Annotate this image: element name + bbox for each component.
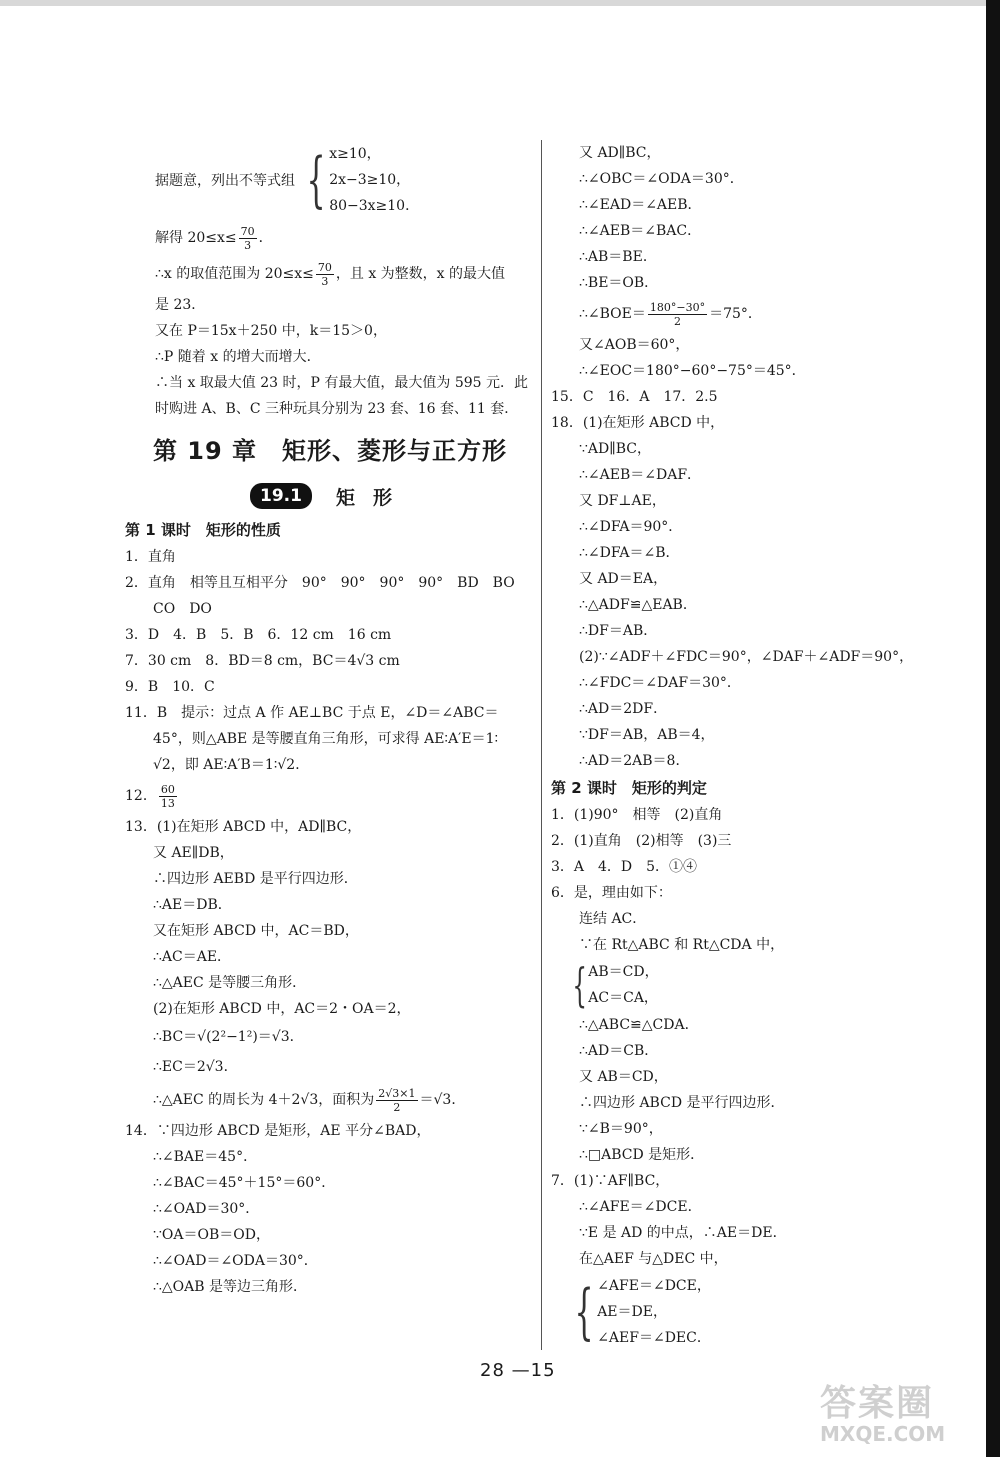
answer-line: ∵在 Rt△ABC 和 Rt△CDA 中， [579, 937, 785, 953]
brace: { [574, 1277, 594, 1347]
answer-line: 7．30 cm 8．BD＝8 cm，BC＝4√3 cm [125, 653, 400, 669]
line: 是 23． [155, 297, 206, 313]
answer-line: ∴AD＝2DF． [579, 701, 668, 717]
equation-system [551, 958, 971, 1012]
range-line: ∴x 的取值范围为 20≤x≤ $\frac{70}{3}$ ，且 x 为整数，x 的最大值 [155, 260, 506, 288]
answer-line: (2)∵∠ADF＋∠FDC＝90°，∠DAF＋∠ADF＝90°， [579, 649, 914, 665]
column-divider [541, 140, 542, 1350]
answer-line: 又 AE∥DB， [153, 845, 234, 861]
answer-line: 又 DF⊥AE， [579, 493, 666, 509]
line: 据题意，列出不等式组 [155, 173, 295, 189]
answer-line: ∴△ABC≌△CDA． [579, 1017, 699, 1033]
line: AE＝DE， [597, 1304, 667, 1320]
fraction: $\frac{60}{13}$ [160, 782, 175, 810]
answer-line: 又∠AOB＝60°， [579, 337, 690, 353]
answer-line: 3．D 4．B 5．B 6．12 cm 16 cm [125, 627, 392, 643]
answer-line: ∵E 是 AD 的中点，∴AE＝DE． [579, 1225, 787, 1241]
fraction: $\frac{70}{3}$ [240, 224, 255, 252]
inequality-system [125, 140, 535, 220]
answer-line: ∴∠BAE＝45°． [153, 1149, 258, 1165]
line: AB＝CD， [588, 964, 659, 980]
answer-line: 6．是，理由如下： [551, 885, 672, 901]
watermark-url: MXQE.COM [820, 1422, 946, 1446]
answer-line: ∵∠B＝90°， [579, 1121, 663, 1137]
fraction: $\frac{2√3\times 1}{2}$ [378, 1086, 416, 1114]
watermark-text: 答案圈 [820, 1383, 935, 1424]
answer-line: ∴∠AEB＝∠BAC． [579, 223, 702, 239]
answer-line: ∴△ADF≌△EAB． [579, 597, 697, 613]
answer-line: ∴△OAB 是等边三角形． [153, 1279, 307, 1295]
fraction: $\frac{70}{3}$ [317, 260, 332, 288]
section-heading [125, 476, 535, 516]
brace: { [306, 145, 326, 215]
line: x≥10， [329, 146, 381, 162]
answer-line: 又在矩形 ABCD 中，AC＝BD， [153, 923, 359, 939]
answer-line: ∴∠BAC＝45°＋15°＝60°． [153, 1175, 336, 1191]
answer-line: ∴∠DFA＝∠B． [579, 545, 680, 561]
answer-line: ∴∠EOC＝180°−60°−75°＝45°． [579, 363, 806, 379]
answer-line: ∴DF＝AB． [579, 623, 658, 639]
answer-line: ∴∠BOE＝ $\frac{180^\circ-30^\circ}{2}$ ＝75°． [579, 300, 762, 328]
answer-line: ∴四边形 ABCD 是平行四边形． [579, 1095, 785, 1111]
answer-line: 45°，则△ABE 是等腰直角三角形，可求得 AE∶A′E＝1∶ [153, 731, 499, 747]
line: ∠AEF＝∠DEC． [597, 1330, 711, 1346]
answer-line: 18．(1)在矩形 ABCD 中， [551, 415, 725, 431]
answer-line: ∵AD∥BC， [579, 441, 651, 457]
answer-line: ∴∠OAD＝30°． [153, 1201, 260, 1217]
right-column [551, 140, 971, 1352]
answer-line: 3．A 4．D 5．①④ [551, 859, 698, 875]
answer-line: ∴∠AFE＝∠DCE． [579, 1199, 702, 1215]
answer-line: ∴四边形 AEBD 是平行四边形． [153, 871, 358, 887]
section-name: 矩形 [335, 486, 410, 509]
answer-line: CO DO [153, 601, 212, 617]
answer-line: 又 AB＝CD， [579, 1069, 668, 1085]
scan-right-edge [986, 0, 1000, 1457]
line: ∠AFE＝∠DCE， [597, 1278, 711, 1294]
line: AC＝CA， [588, 990, 658, 1006]
brace: { [572, 958, 587, 1012]
answer-line: 连结 AC． [579, 911, 647, 927]
equation-system [551, 1272, 971, 1352]
answer-line: 9．B 10．C [125, 679, 215, 695]
lesson-title: 第 2 课时 矩形的判定 [551, 779, 707, 797]
answer-line: 11．B 提示：过点 A 作 AE⊥BC 于点 E，∠D＝∠ABC＝ [125, 705, 499, 721]
text: ∴x 的取值范围为 20≤x≤ [155, 266, 314, 282]
answer-line: ∴BC＝√(2²−1²)＝√3． [153, 1029, 304, 1045]
section-badge: 19.1 [250, 483, 312, 509]
answer-line: 15．C 16．A 17．2.5 [551, 389, 718, 405]
answer-line: ∴BE＝OB． [579, 275, 659, 291]
answer-line: 1．直角 [125, 549, 176, 565]
answer-line: ∴□ABCD 是矩形． [579, 1147, 705, 1163]
answer-line: ∴EC＝2√3． [153, 1059, 238, 1075]
answer-line: 14．∵四边形 ABCD 是矩形，AE 平分∠BAD， [125, 1123, 431, 1139]
answer-line: ∴AC＝AE． [153, 949, 232, 965]
answer-line: 7．(1)∵AF∥BC， [551, 1173, 670, 1189]
text: 解得 20≤x≤ [155, 230, 237, 246]
line: ∴当 x 取最大值 23 时，P 有最大值，最大值为 595 元．此 [155, 375, 529, 391]
chapter-title: 第 19 章 矩形、菱形与正方形 [152, 437, 508, 465]
answer-line: ∴∠FDC＝∠DAF＝30°． [579, 675, 741, 691]
answer-line: 12． $\frac{60}{13}$ [125, 782, 175, 810]
answer-line: 又 AD∥BC， [579, 145, 661, 161]
fraction: $\frac{180^\circ-30^\circ}{2}$ [649, 300, 706, 328]
lesson-title: 第 1 课时 矩形的性质 [125, 521, 281, 539]
watermark-logo [820, 1375, 990, 1445]
answer-line: ∵OA＝OB＝OD， [153, 1227, 270, 1243]
scan-top-edge [0, 0, 1000, 6]
answer-line: 2．(1)直角 (2)相等 (3)三 [551, 833, 732, 849]
answer-line: ∴∠DFA＝90°． [579, 519, 683, 535]
answer-line: 13．(1)在矩形 ABCD 中，AD∥BC， [125, 819, 362, 835]
line: ∴P 随着 x 的增大而增大． [155, 349, 321, 365]
answer-line: ∴∠EAD＝∠AEB． [579, 197, 702, 213]
line: 80−3x≥10． [329, 198, 420, 214]
answer-line: (2)在矩形 ABCD 中，AC＝2・OA＝2， [153, 1001, 411, 1017]
page-number: 28 —15 [480, 1360, 556, 1381]
answer-line: 1．(1)90° 相等 (2)直角 [551, 807, 723, 823]
answer-line: ∴∠OBC＝∠ODA＝30°． [579, 171, 744, 187]
answer-line: ∵DF＝AB，AB＝4， [579, 727, 715, 743]
line: 又在 P＝15x＋250 中，k＝15＞0， [155, 323, 387, 339]
answer-line: ∴△AEC 的周长为 4＋2√3，面积为 $\frac{2√3\times 1}{2}$ ＝√3． [153, 1086, 466, 1114]
left-column [125, 140, 535, 1300]
answer-line: ∴△AEC 是等腰三角形． [153, 975, 307, 991]
solution-line: 解得 20≤x≤ $\frac{70}{3}$ ． [155, 224, 273, 252]
answer-line: ∴∠AEB＝∠DAF． [579, 467, 702, 483]
answer-line: √2，即 AE∶A′B＝1∶√2． [153, 757, 310, 773]
answer-line: ∴AD＝CB． [579, 1043, 659, 1059]
answer-line: ∴AD＝2AB＝8． [579, 753, 690, 769]
answer-line: ∴∠OAD＝∠ODA＝30°． [153, 1253, 318, 1269]
answer-line: 又 AD＝EA， [579, 571, 668, 587]
line: 时购进 A、B、C 三种玩具分别为 23 套、16 套、11 套． [155, 401, 519, 417]
answer-line: 2．直角 相等且互相平分 90° 90° 90° 90° BD BO [125, 575, 515, 591]
answer-line: ∴AB＝BE． [579, 249, 657, 265]
line: 2x−3≥10， [329, 172, 411, 188]
answer-line: 在△AEF 与△DEC 中， [579, 1251, 728, 1267]
answer-line: ∴AE＝DB． [153, 897, 232, 913]
